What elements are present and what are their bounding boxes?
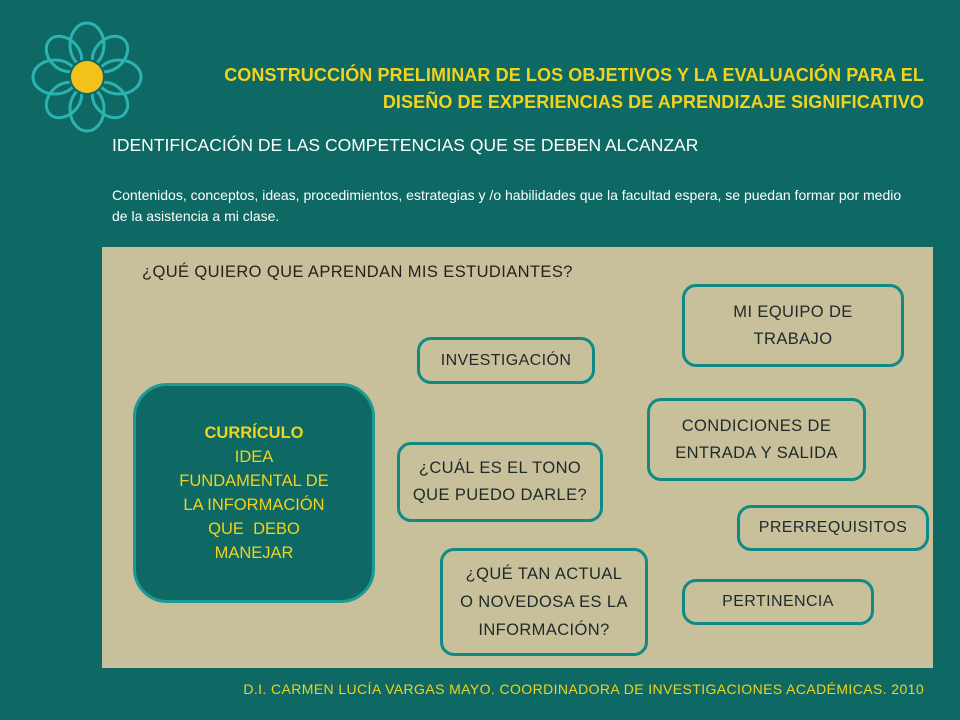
section-subtitle: IDENTIFICACIÓN DE LAS COMPETENCIAS QUE SE DEBEN ALCANZAR xyxy=(112,135,699,155)
curriculo-heading: CURRÍCULO xyxy=(204,424,304,442)
actual-box: ¿QUÉ TAN ACTUAL O NOVEDOSA ES LA INFORMACIÓN? xyxy=(440,548,648,656)
curriculo-line: QUE DEBO xyxy=(208,520,300,538)
equipo-box: MI EQUIPO DE TRABAJO xyxy=(682,284,904,367)
investigacion-box: INVESTIGACIÓN xyxy=(417,337,595,384)
page-title xyxy=(160,62,924,116)
curriculo-line: MANEJAR xyxy=(214,544,294,562)
curriculo-line: FUNDAMENTAL DE xyxy=(179,472,329,490)
footer-credit: D.I. CARMEN LUCÍA VARGAS MAYO. COORDINADORA DE INVESTIGACIONES ACADÉMICAS. 2010 xyxy=(243,681,924,697)
curriculo-line: LA INFORMACIÓN xyxy=(183,496,325,514)
curriculo-box xyxy=(133,383,375,603)
condiciones-box: CONDICIONES DE ENTRADA Y SALIDA xyxy=(647,398,866,481)
curriculo-line: IDEA xyxy=(234,448,274,466)
main-question: ¿QUÉ QUIERO QUE APRENDAN MIS ESTUDIANTES? xyxy=(142,263,573,281)
tono-box: ¿CUÁL ES EL TONO QUE PUEDO DARLE? xyxy=(397,442,603,522)
title-line-2: DISEÑO DE EXPERIENCIAS DE APRENDIZAJE SIGNIFICATIVO xyxy=(382,92,924,112)
flower-logo-icon xyxy=(28,18,146,136)
description-text: Contenidos, conceptos, ideas, procedimientos, estrategias y /o habilidades que la facultad espera, se puedan formar por medio de la asistencia a mi clase. xyxy=(112,187,902,224)
title-line-1: CONSTRUCCIÓN PRELIMINAR DE LOS OBJETIVOS Y LA EVALUACIÓN PARA EL xyxy=(224,65,924,85)
prerrequisitos-box: PRERREQUISITOS xyxy=(737,505,929,551)
pertinencia-box: PERTINENCIA xyxy=(682,579,874,625)
